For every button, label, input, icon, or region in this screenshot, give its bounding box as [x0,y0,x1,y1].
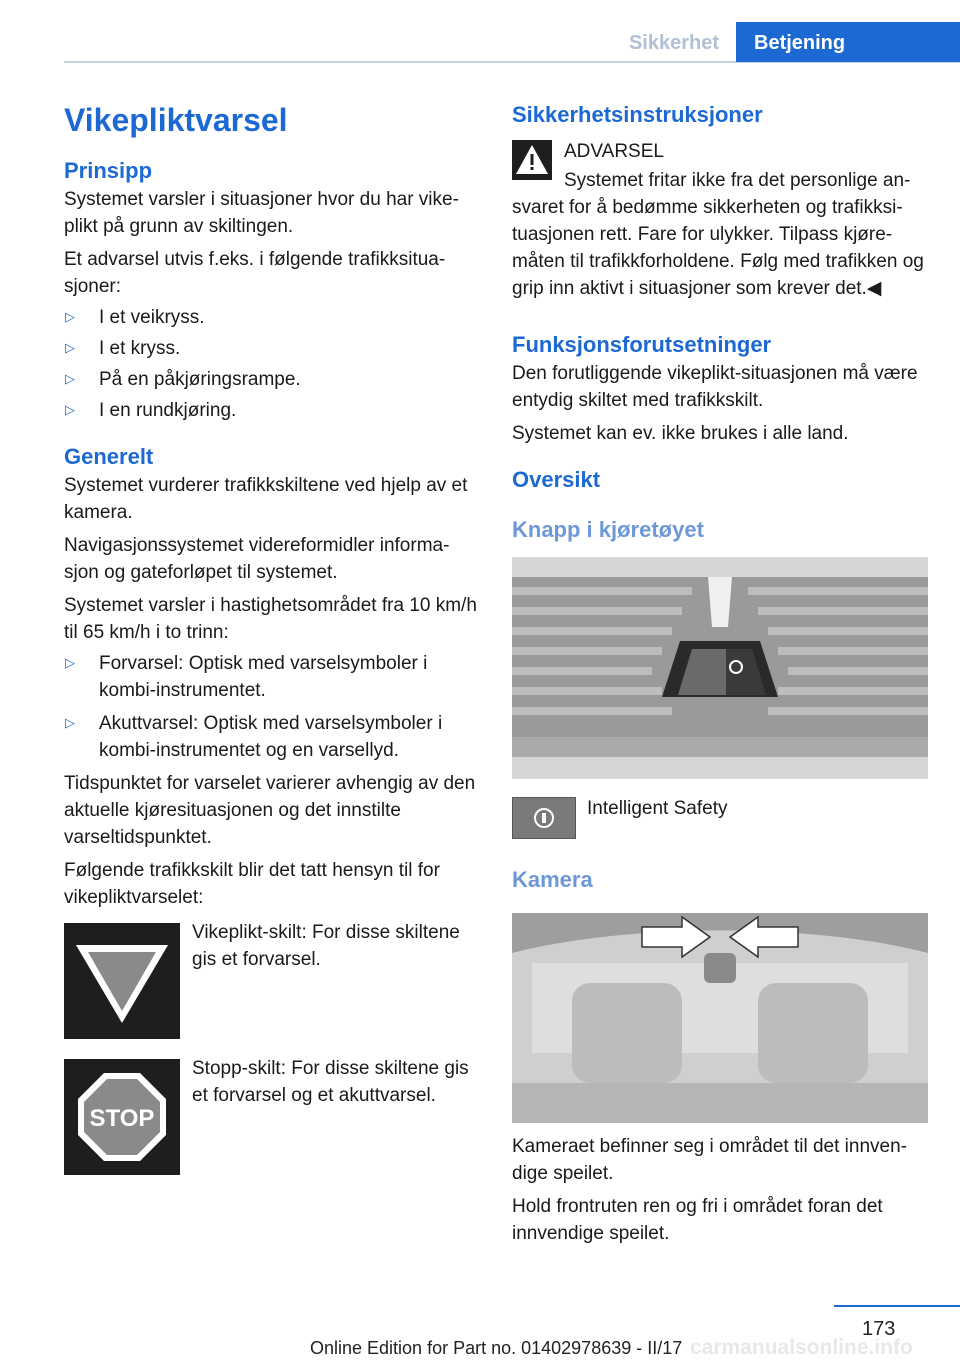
stop-sign-description: Stopp-skilt: For disse skiltene gis et forvarsel og et akuttvarsel. [192,1058,469,1106]
list-item: ▷ I et kryss. [64,335,480,362]
prinsipp-paragraph-2: Et advarsel utvis f.eks. i følgende trafikksitua-sjoner: [64,249,446,297]
camera-paragraph-2: Hold frontruten ren og fri i området foran det innvendige speilet. [512,1196,883,1244]
edition-text: Online Edition for Part no. 01402978639 - II/17 [310,1338,683,1358]
list-item: ▷ Forvarsel: Optisk med varselsymboler i kombi-instrumentet. [64,650,480,704]
prereq-paragraph-2: Systemet kan ev. ikke brukes i alle land. [512,423,849,444]
page-title: Vikepliktvarsel [64,102,288,138]
generelt-paragraph-5: Følgende trafikkskilt blir det tatt hensyn til for vikepliktvarselet: [64,860,440,908]
left-column [64,100,480,1175]
list-item: ▷ I en rundkjøring. [64,397,480,424]
yield-sign-row [64,923,480,1039]
intelligent-safety-button-icon [512,797,576,839]
list-item: ▷ På en påkjøringsrampe. [64,366,480,393]
camera-paragraph-1: Kameraet befinner seg i området til det innven-dige speilet. [512,1136,907,1184]
stop-sign-row [64,1059,480,1175]
yield-sign-icon [64,923,180,1039]
generelt-paragraph-3: Systemet varsler i hastighetsområdet fra 10 km/h til 65 km/h i to trinn: [64,595,477,643]
generelt-paragraph-4: Tidspunktet for varselet varierer avhengig av den aktuelle kjøresituasjonen og det innstilte varseltidspunktet. [64,773,476,848]
generelt-paragraph-1: Systemet vurderer trafikkskiltene ved hjelp av et kamera. [64,475,468,523]
heading-kamera: Kamera [512,867,593,892]
heading-knapp: Knapp i kjøretøyet [512,517,704,542]
heading-funksjonsforutsetninger: Funksjonsforutsetninger [512,332,772,357]
button-legend-row [512,797,932,841]
camera-location-photo [512,913,928,1123]
tab-sikkerhet[interactable]: Sikkerhet [628,32,720,54]
yield-sign-image [64,923,180,1039]
car-interior-image [512,913,928,1123]
generelt-paragraph-2: Navigasjonssystemet videreformidler informa-sjon og gateforløpet til systemet. [64,535,450,583]
prereq-paragraph-1: Den forutliggende vikeplikt-situasjonen må være entydig skiltet med trafikkskilt. [512,363,918,411]
warning-triangle-icon [512,140,552,180]
list-item: ▷ I et veikryss. [64,304,480,331]
situations-list [64,304,480,424]
heading-prinsipp: Prinsipp [64,158,153,183]
stop-sign-icon [64,1059,180,1175]
yield-sign-description: Vikeplikt-skilt: For disse skiltene gis et forvarsel. [192,922,460,970]
list-item: ▷ Akuttvarsel: Optisk med varselsymboler i kombi-instrumentet og en varsellyd. [64,710,480,764]
stop-sign-image [64,1059,180,1175]
heading-generelt: Generelt [64,444,154,469]
stages-list [64,650,480,764]
footer-rule [834,1305,960,1307]
warning-text: Systemet fritar ikke fra det personlige an-svaret for å bedømme sikkerheten og trafikksi-tuasjonen rett. Fare for ulykker. Tilpass kjøre-måten til trafikkforholdene. Følg med trafikken og grip inn aktivt i situasjoner som krever det.◀ [512,170,924,299]
heading-sikkerhetsinstruksjoner: Sikkerhetsinstruksjoner [512,102,763,127]
watermark: carmanualsonline.info [690,1336,913,1359]
intelligent-safety-label: Intelligent Safety [587,798,728,819]
heading-oversikt: Oversikt [512,467,601,492]
dashboard-button-photo [512,557,928,779]
warning-block [512,138,932,165]
tab-betjening[interactable]: Betjening [736,22,960,62]
stop-sign-word: STOP [89,1105,155,1132]
dashboard-vents-image [512,557,928,779]
prinsipp-paragraph-1: Systemet varsler i situasjoner hvor du har vike-plikt på grunn av skiltingen. [64,189,459,237]
page-number: 173 [862,1318,896,1340]
warning-label: ADVARSEL [564,141,664,162]
right-column [512,100,932,1247]
